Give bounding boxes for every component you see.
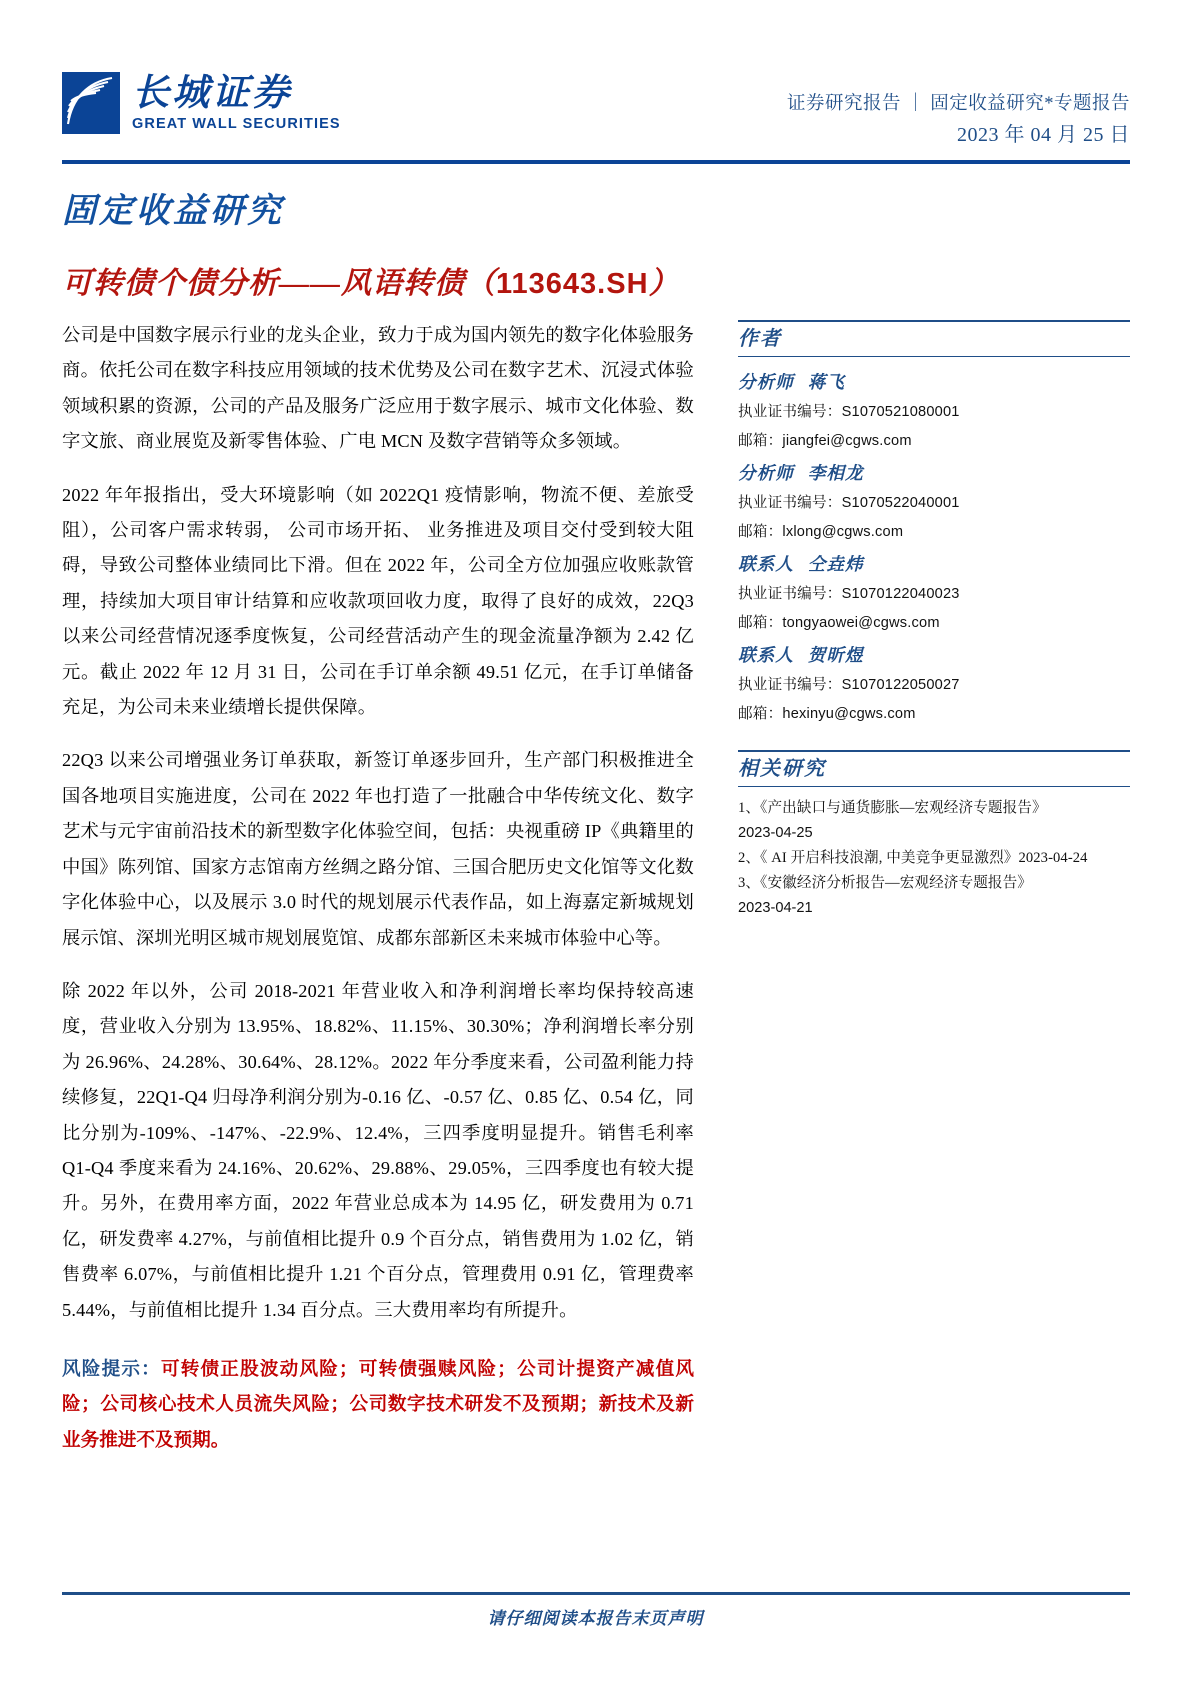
author-role: 联系人 — [738, 645, 794, 665]
abstract-column — [62, 318, 694, 1458]
authors-title: 作者 — [738, 328, 782, 350]
report-title-code: 113643.SH — [496, 268, 649, 300]
company-logo — [62, 72, 341, 134]
logo-chinese-name: 长城证券 — [132, 73, 292, 114]
author-certificate-label: 执业证书编号： — [738, 677, 842, 693]
author-certificate — [738, 580, 1130, 609]
author-entry — [738, 548, 1130, 637]
author-email — [738, 700, 1130, 729]
related-research-header — [738, 750, 1130, 787]
logo-wordmark — [132, 72, 341, 133]
footer-divider — [62, 1592, 1130, 1595]
authors-header — [738, 320, 1130, 357]
author-role: 联系人 — [738, 554, 794, 574]
author-email-label: 邮箱： — [738, 705, 783, 722]
author-certificate — [738, 398, 1130, 427]
abstract-paragraph: 除 2022 年以外，公司 2018-2021 年营业收入和净利润增长率均保持较高速度，营业收入分别为 13.95%、18.82%、11.15%、30.30%；净利润增长率分别为 26.96%、24.28%、30.64%、28.12%。2022 年分季度来看，公司盈利能力持续修复，22Q1-Q4 归母净利润分别为-0.16 亿、-0.57 亿、0.85 亿、0.54 亿，同比分别为-109%、-147%、-22.9%、12.4%，三四季度明显提升。销售毛利率 Q1-Q4 季度来看为 24.16%、20.62%、29.88%、29.05%，三四季度也有较大提升。另外，在费用率方面，2022 年营业总成本为 14.95 亿，研发费用为 0.71 亿，研发费率 4.27%，与前值相比提升 0.9 个百分点，销售费用为 1.02 亿，销售费率 6.07%，与前值相比提升 1.21 个百分点，管理费用 0.91 亿，管理费率 5.44%，与前值相比提升 1.34 百分点。三大费用率均有所提升。 — [62, 980, 694, 1320]
related-research-item[interactable]: 1、《产出缺口与通货膨胀—宏观经济专题报告》 — [738, 800, 1047, 816]
author-entry — [738, 457, 1130, 546]
author-certificate-number: S1070521080001 — [841, 404, 960, 420]
abstract-paragraph: 22Q3 以来公司增强业务订单获取，新签订单逐步回升，生产部门积极推进全国各地项目实施进度，公司在 2022 年也打造了一批融合中华传统文化、数字艺术与元宇宙前沿技术的新型数字化体验空间，包括：央视重磅 IP《典籍里的中国》陈列馆、国家方志馆南方丝绸之路分馆、三国合肥历史文化馆等文化数字化体验中心，以及展示 3.0 时代的规划展示代表作品，如上海嘉定新城规划展示馆、深圳光明区城市规划展览馆、成都东部新区未来城市体验中心等。 — [62, 750, 694, 948]
author-email — [738, 427, 1130, 456]
related-research-item[interactable]: 2、《 AI 开启科技浪潮, 中美竞争更显激烈》2023-04-24 — [738, 850, 1088, 866]
author-name: 贺昕煜 — [807, 645, 864, 665]
author-entry — [738, 366, 1130, 455]
author-email-address[interactable]: tongyaowei@cgws.com — [782, 614, 940, 631]
author-certificate-label: 执业证书编号： — [738, 495, 842, 511]
author-email-address[interactable]: jiangfei@cgws.com — [782, 432, 912, 449]
header-meta — [787, 90, 1130, 150]
risk-warning — [62, 1352, 694, 1458]
related-research-title: 相关研究 — [738, 758, 826, 780]
author-name: 仝垚炜 — [807, 554, 864, 574]
abstract-paragraph: 2022 年年报指出，受大环境影响（如 2022Q1 疫情影响，物流不便、差旅受阻），公司客户需求转弱， 公司市场开拓、 业务推进及项目交付受到较大阻碍，导致公司整体业绩同比下滑。但在 2022 年，公司全方位加强应收账款管理，持续加大项目审计结算和应收款项回收力度，取得了良好的成效，22Q3 以来公司经营情况逐季度恢复，公司经营活动产生的现金流量净额为 2.42 亿元。截止 2022 年 12 月 31 日，公司在手订单余额 49.51 亿元，在手订单储备充足，为公司未来业绩增长提供保障。 — [62, 484, 694, 718]
report-title-suffix: ） — [648, 267, 680, 300]
abstract-paragraph: 公司是中国数字展示行业的龙头企业，致力于成为国内领先的数字化体验服务商。依托公司在数字科技应用领域的技术优势及公司在数字艺术、沉浸式体验领域积累的资源，公司的产品及服务广泛应用于数字展示、城市文化体验、数字文旅、商业展览及新零售体验、广电 MCN 及数字营销等众多领域。 — [62, 325, 694, 452]
great-wall-logo-icon — [62, 72, 120, 134]
related-research-date: 2023-04-21 — [738, 900, 813, 916]
author-name-line — [738, 457, 1130, 489]
author-email — [738, 609, 1130, 638]
related-research-date: 2023-04-25 — [738, 825, 813, 841]
header-date: 2023 年 04 月 25 日 — [957, 124, 1130, 146]
section-title: 固定收益研究 — [62, 193, 284, 230]
footer-disclaimer: 请仔细阅读本报告末页声明 — [487, 1609, 704, 1628]
header-report-type: 证券研究报告 ｜ 固定收益研究*专题报告 — [786, 94, 1130, 114]
author-role: 分析师 — [738, 463, 794, 483]
author-certificate-number: S1070122050027 — [841, 677, 960, 693]
author-email — [738, 518, 1130, 547]
author-entry — [738, 639, 1130, 728]
author-certificate-label: 执业证书编号： — [738, 586, 842, 602]
author-certificate — [738, 671, 1130, 700]
related-research-item[interactable]: 3、《安徽经济分析报告—宏观经济专题报告》 — [738, 875, 1032, 891]
page-header — [62, 62, 1130, 158]
author-certificate-number: S1070522040001 — [841, 495, 960, 511]
author-email-label: 邮箱： — [738, 614, 783, 631]
logo-english-name: GREAT WALL SECURITIES — [132, 116, 341, 132]
author-email-label: 邮箱： — [738, 432, 783, 449]
author-name: 李相龙 — [807, 463, 864, 483]
author-email-label: 邮箱： — [738, 523, 783, 540]
author-name-line — [738, 639, 1130, 671]
sidebar — [738, 320, 1130, 921]
author-certificate — [738, 489, 1130, 518]
author-name-line — [738, 366, 1130, 398]
author-email-address[interactable]: hexinyu@cgws.com — [782, 705, 916, 722]
risk-warning-text: 可转债正股波动风险；可转债强赎风险；公司计提资产减值风险；公司核心技术人员流失风险；公司数字技术研发不及预期；新技术及新业务推进不及预期。 — [62, 1358, 694, 1451]
author-role: 分析师 — [738, 372, 794, 392]
author-certificate-number: S1070122040023 — [841, 586, 960, 602]
author-name-line — [738, 548, 1130, 580]
author-email-address[interactable]: lxlong@cgws.com — [782, 523, 904, 540]
page-title — [62, 258, 680, 302]
author-name: 蒋飞 — [807, 372, 845, 392]
related-research-section — [738, 750, 1130, 921]
risk-warning-label: 风险提示： — [62, 1358, 161, 1380]
author-certificate-label: 执业证书编号： — [738, 404, 842, 420]
header-divider — [62, 160, 1130, 164]
report-title-prefix: 可转债个债分析——风语转债（ — [62, 267, 496, 300]
